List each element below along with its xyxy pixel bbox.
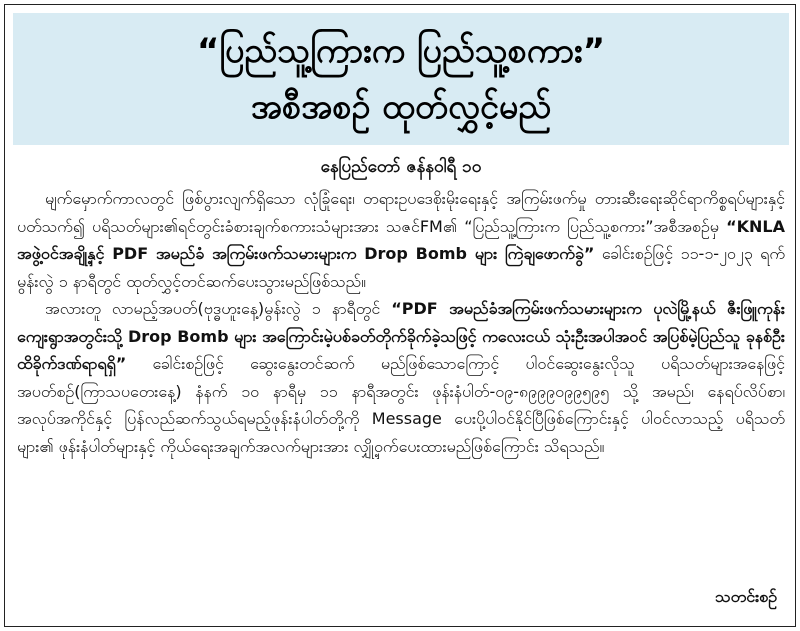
article-frame [4,4,796,627]
headline-line-1: “ပြည်သူ့ကြားက ပြည်သူ့စကား” [196,31,606,71]
headline-box [13,13,789,145]
paragraph-2-text-b: ခေါင်းစဉ်ဖြင့် ဆွေးနွေးတင်ဆက် မည်ဖြစ်သောကြောင့် ပါဝင်ဆွေးနွေးလိုသူ ပရိသတ်များအနေဖြင့် အပတ်စဉ်(ကြာသပတေးနေ့) နံနက် ၁၀ နာရီမှ ၁၁ နာရီအတွင်း ဖုန်းနံပါတ်-၀၉-၈၉၉၉၀၉၉၅၉၅ သို့ အမည်၊ နေရပ်လိပ်စာ၊ အလုပ်အကိုင်နှင့် ပြန်လည်ဆက်သွယ်ရမည့်ဖုန်းနံပါတ်တို့ကို Message ပေးပို့ပါဝင်နိုင်ပြီဖြစ်ကြောင်းနှင့် ပါဝင်လာသည့် ပရိသတ်များ၏ ဖုန်းနံပါတ်များနှင့် ကိုယ်ရေးအချက်အလက်များအား လျှို့ဝှက်ပေးထားမည်ဖြစ်ကြောင်း သိရသည်။ [17,354,785,456]
paragraph-1-text-a: မျက်မှောက်ကာလတွင် ဖြစ်ပွားလျက်ရှိသော လုံခြုံရေး၊ တရားဥပဒေစိုးမိုးရေးနှင့် အကြမ်းဖက်မှု တားဆီးရေးဆိုင်ရာကိစ္စရပ်များနှင့်ပတ်သက်၍ ပရိသတ်များ၏ရင်တွင်းခံစားချက်စကားသံများအား သဇင်FM၏ “ပြည်သူ့ကြားက ပြည်သူ့စကား”အစီအစဉ်မှ [17,189,785,236]
paragraph-2 [17,295,785,460]
paragraph-1-headline: “KNLA အဖွဲ့ဝင်အချို့နှင့် PDF အမည်ခံ အကြမ်းဖက်သမားများက Drop Bomb များ ကြဲချဖောက်ခွဲ” [17,216,785,263]
byline-signature: သတင်းစဉ် [715,587,777,606]
paragraph-2-headline: “PDF အမည်ခံအကြမ်းဖက်သမားများက ပုလဲမြို့နယ် ဇီးဖြူကုန်းကျေးရွာအတွင်းသို့ Drop Bomb များ အကြောင်းမဲ့ပစ်ခတ်တိုက်ခိုက်ခဲ့သဖြင့် ကလေးငယ် သုံးဦးအပါအဝင် အပြစ်မဲ့ပြည်သူ ခုနစ်ဦး ထိခိုက်ဒဏ်ရာရရှိ” [17,299,785,373]
paragraph-1 [17,185,785,295]
dateline: နေပြည်တော် ဇန်နဝါရီ ၁၀ [320,157,482,177]
paragraph-1-text-b: ခေါင်းစဉ်ဖြင့် ၁၁-၁-၂၀၂၃ ရက် မွန်းလွဲ ၁ နာရီတွင် ထုတ်လွှင့်တင်ဆက်ပေးသွားမည်ဖြစ်သည်။ [17,244,785,291]
article-body [17,185,785,460]
headline-line-2: အစီအစဉ် ထုတ်လွှင့်မည် [250,87,552,127]
paragraph-2-text-a: အလားတူ လာမည့်အပတ်(ဗုဒ္ဓဟူးနေ့)မွန်းလွဲ ၁ နာရီတွင် [45,299,392,318]
